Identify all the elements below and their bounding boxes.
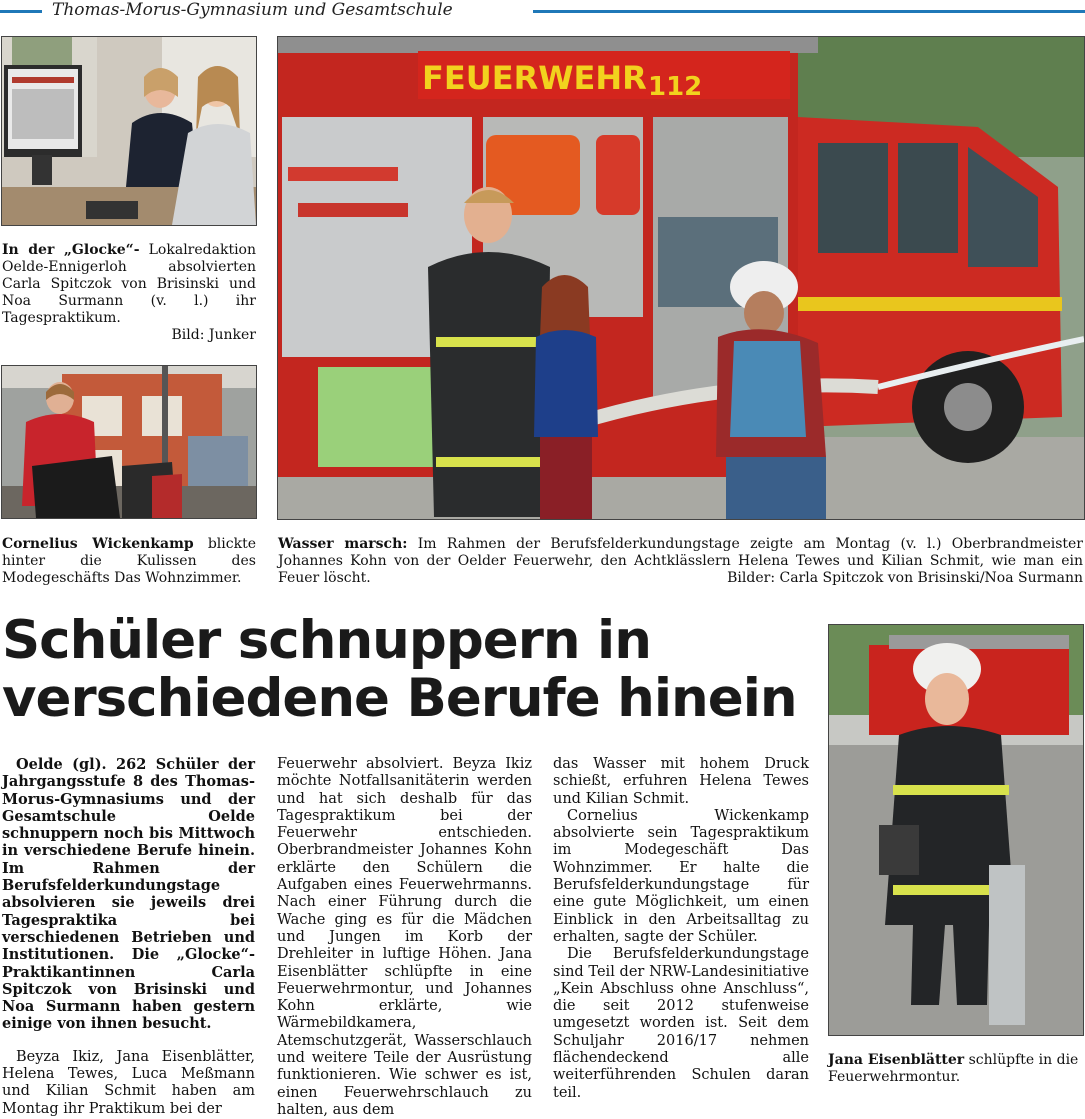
- caption-fire-text: Im Rahmen der Berufsfelderkundungstage zeigte am Montag (v. l.) Oberbrandmeister Johannes Kohn von der Oelder Feuerwehr, den Achtklässlern Helena Tewes und Kilian Schmit, wie man ein Feuer löscht.: [278, 536, 1083, 586]
- article-column-1: [2, 756, 255, 1118]
- caption-newsroom: [2, 242, 256, 344]
- article-col3-paragraph-3: Die Berufsfelderkundungstage sind Teil der NRW-Landesinitiative „Kein Abschluss ohne Anschluss“, die seit 2012 stufenweise umgesetzt worden ist. Seit dem Schuljahr 2016/17 nehmen flächendeckend alle weiterführenden Schulen daran teil.: [553, 946, 809, 1101]
- photo-fashion-store: [1, 365, 257, 519]
- caption-fashion-lead: Cornelius Wickenkamp: [2, 536, 194, 552]
- caption-newsroom-credit: Bild: Junker: [171, 327, 256, 343]
- article-column-3: [553, 756, 809, 1102]
- caption-firefighter-girl: [828, 1052, 1084, 1086]
- fire-truck-image: [278, 37, 1084, 519]
- article-lead: Oelde (gl). 262 Schüler der Jahrgangsstufe 8 des Thomas-Morus-Gymnasiums und der Gesamtschule Oelde schnuppern noch bis Mittwoch in verschiedene Berufe hinein. Im Rahmen der Berufsfelderkundungstage absolvieren sie jeweils drei Tagespraktika bei verschiedenen Betrieben und Institutionen. Die „Glocke“-Praktikantinnen Carla Spitczok von Brisinski und Noa Surmann haben gestern einige von ihnen besucht.: [2, 756, 255, 1033]
- caption-fire-lead: Wasser marsch:: [278, 536, 408, 552]
- caption-girl-text: schlüpfte in die Feuerwehrmontur.: [828, 1052, 1079, 1085]
- truck-number: 112: [648, 72, 703, 102]
- section-kicker: Thomas-Morus-Gymnasium und Gesamtschule: [52, 0, 453, 20]
- caption-newsroom-lead: In der „Glocke“-: [2, 242, 140, 258]
- article-column-2: [277, 756, 532, 1119]
- newsroom-image: [2, 37, 256, 225]
- truck-label: FEUERWEHR: [422, 59, 647, 97]
- article-col3-paragraph-2: Cornelius Wickenkamp absolvierte sein Tagespraktikum im Modegeschäft Das Wohnzimmer. Er halte die Berufsfelderkundungstage für eine gute Möglichkeit, um einen Einblick in den Arbeitsalltag zu erhalten, sagte der Schüler.: [553, 807, 809, 945]
- photo-newsroom: [1, 36, 257, 226]
- firefighter-girl-image: [829, 625, 1083, 1035]
- caption-fashion-store: [2, 536, 256, 587]
- header-rule-right: [533, 10, 1085, 13]
- fashion-store-image: [2, 366, 256, 518]
- article-col2-paragraph: Feuerwehr absolviert. Beyza Ikiz möchte Notfallsanitäterin werden und hat sich deshalb für das Tagespraktikum bei der Feuerwehr entschieden. Oberbrandmeister Johannes Kohn erklärte den Schülern die Aufgaben eines Feuerwehrmanns. Nach einer Führung durch die Wache ging es für die Mädchen und Jungen im Korb der Drehleiter in luftige Höhen. Jana Eisenblätter schlüpfte in eine Feuerwehrmontur, und Johannes Kohn erklärte, wie Wärmebildkamera, Atemschutzgerät, Wasserschlauch und weitere Teile der Ausrüstung funktionieren. Wie schwer es ist, einen Feuerwehrschlauch zu halten, aus dem: [277, 756, 532, 1118]
- header-rule-left: [0, 10, 42, 13]
- caption-girl-lead: Jana Eisenblätter: [828, 1052, 965, 1068]
- caption-fashion-text: blickte hinter die Kulissen des Modegeschäfts Das Wohnzimmer.: [2, 536, 257, 586]
- caption-newsroom-text: Lokalredaktion Oelde-Ennigerloh absolvierten Carla Spitczok von Brisinski und Noa Surmann (v. l.) ihr Tagespraktikum.: [2, 242, 256, 326]
- article-col3-paragraph-1: das Wasser mit hohem Druck schießt, erfuhren Helena Tewes und Kilian Schmit.: [553, 756, 809, 807]
- caption-fire-truck: [278, 536, 1083, 587]
- photo-firefighter-girl: [828, 624, 1084, 1036]
- article-headline: Schüler schnuppern in verschiedene Berufe hinein: [2, 610, 797, 729]
- photo-fire-truck: [277, 36, 1085, 520]
- article-col1-paragraph: Beyza Ikiz, Jana Eisenblätter, Helena Tewes, Luca Meßmann und Kilian Schmit haben am Montag ihr Praktikum bei der: [2, 1048, 255, 1117]
- caption-fire-credit: Bilder: Carla Spitczok von Brisinski/Noa Surmann: [727, 570, 1083, 586]
